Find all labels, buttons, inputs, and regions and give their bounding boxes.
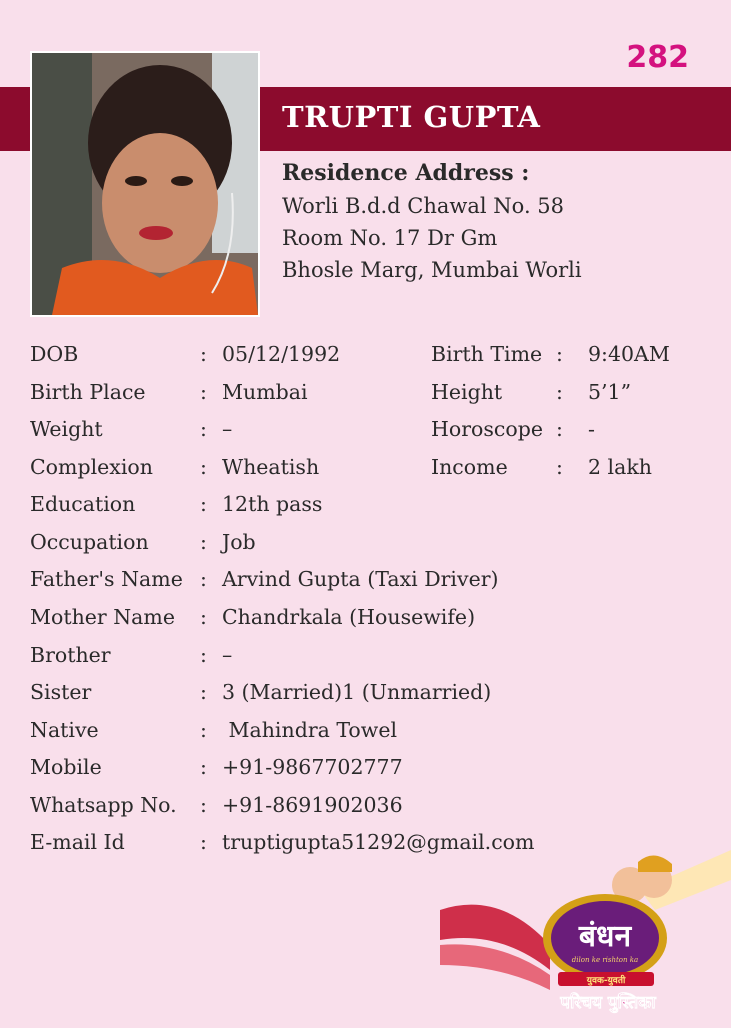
detail-separator: : [556, 342, 563, 366]
detail-value: Chandrkala (Housewife) [222, 605, 476, 629]
logo-subtitle-bottom: परिचय पुस्तिका [560, 993, 656, 1013]
detail-value: 12th pass [222, 492, 323, 516]
address-line: Worli B.d.d Chawal No. 58 [282, 194, 565, 218]
detail-value: +91-9867702777 [222, 755, 403, 779]
detail-label: Sister [30, 680, 92, 704]
detail-label: Weight [30, 417, 103, 441]
bandhan-logo [440, 850, 731, 1024]
detail-label: Education [30, 492, 136, 516]
detail-separator: : [556, 455, 563, 479]
page-number: 282 [626, 40, 689, 75]
detail-separator: : [556, 380, 563, 404]
detail-separator: : [200, 567, 207, 591]
detail-separator: : [200, 680, 207, 704]
logo-title: बंधन [578, 919, 632, 954]
detail-separator: : [200, 718, 207, 742]
profile-photo [30, 51, 260, 317]
detail-label: DOB [30, 342, 79, 366]
detail-value: Arvind Gupta (Taxi Driver) [222, 567, 499, 591]
side-detail-value: 2 lakh [588, 455, 652, 479]
side-detail-value: 9:40AM [588, 342, 670, 366]
detail-separator: : [200, 492, 207, 516]
side-detail-label: Income [431, 455, 508, 479]
side-detail-label: Horoscope [431, 417, 543, 441]
detail-label: E-mail Id [30, 830, 125, 854]
detail-value: +91-8691902036 [222, 793, 403, 817]
detail-separator: : [200, 605, 207, 629]
side-detail-label: Birth Time [431, 342, 543, 366]
detail-value: – [222, 643, 233, 667]
detail-separator: : [200, 342, 207, 366]
logo-tagline: dilon ke rishton ka [571, 956, 639, 964]
detail-separator: : [556, 417, 563, 441]
detail-label: Mother Name [30, 605, 175, 629]
detail-label: Complexion [30, 455, 153, 479]
address-line: Bhosle Marg, Mumbai Worli [282, 258, 582, 282]
detail-label: Native [30, 718, 99, 742]
detail-value: 3 (Married)1 (Unmarried) [222, 680, 492, 704]
side-detail-value: 5’1” [588, 380, 632, 404]
address-heading: Residence Address : [282, 160, 530, 186]
detail-separator: : [200, 755, 207, 779]
detail-separator: : [200, 417, 207, 441]
detail-value: Mumbai [222, 380, 308, 404]
detail-separator: : [200, 830, 207, 854]
detail-value: 05/12/1992 [222, 342, 341, 366]
detail-value: Mahindra Towel [222, 718, 398, 742]
detail-label: Birth Place [30, 380, 146, 404]
detail-separator: : [200, 455, 207, 479]
detail-label: Brother [30, 643, 111, 667]
address-line: Room No. 17 Dr Gm [282, 226, 498, 250]
profile-name: TRUPTI GUPTA [282, 100, 541, 134]
detail-label: Whatsapp No. [30, 793, 177, 817]
detail-separator: : [200, 530, 207, 554]
detail-separator: : [200, 643, 207, 667]
detail-value: Wheatish [222, 455, 320, 479]
detail-label: Father's Name [30, 567, 183, 591]
logo-subtitle-top: युवक-युवती [586, 976, 626, 986]
detail-separator: : [200, 380, 207, 404]
detail-value: truptigupta51292@gmail.com [222, 830, 535, 854]
detail-label: Occupation [30, 530, 149, 554]
detail-value: Job [222, 530, 256, 554]
detail-separator: : [200, 793, 207, 817]
detail-value: – [222, 417, 233, 441]
side-detail-label: Height [431, 380, 503, 404]
detail-label: Mobile [30, 755, 102, 779]
side-detail-value: - [588, 417, 595, 441]
